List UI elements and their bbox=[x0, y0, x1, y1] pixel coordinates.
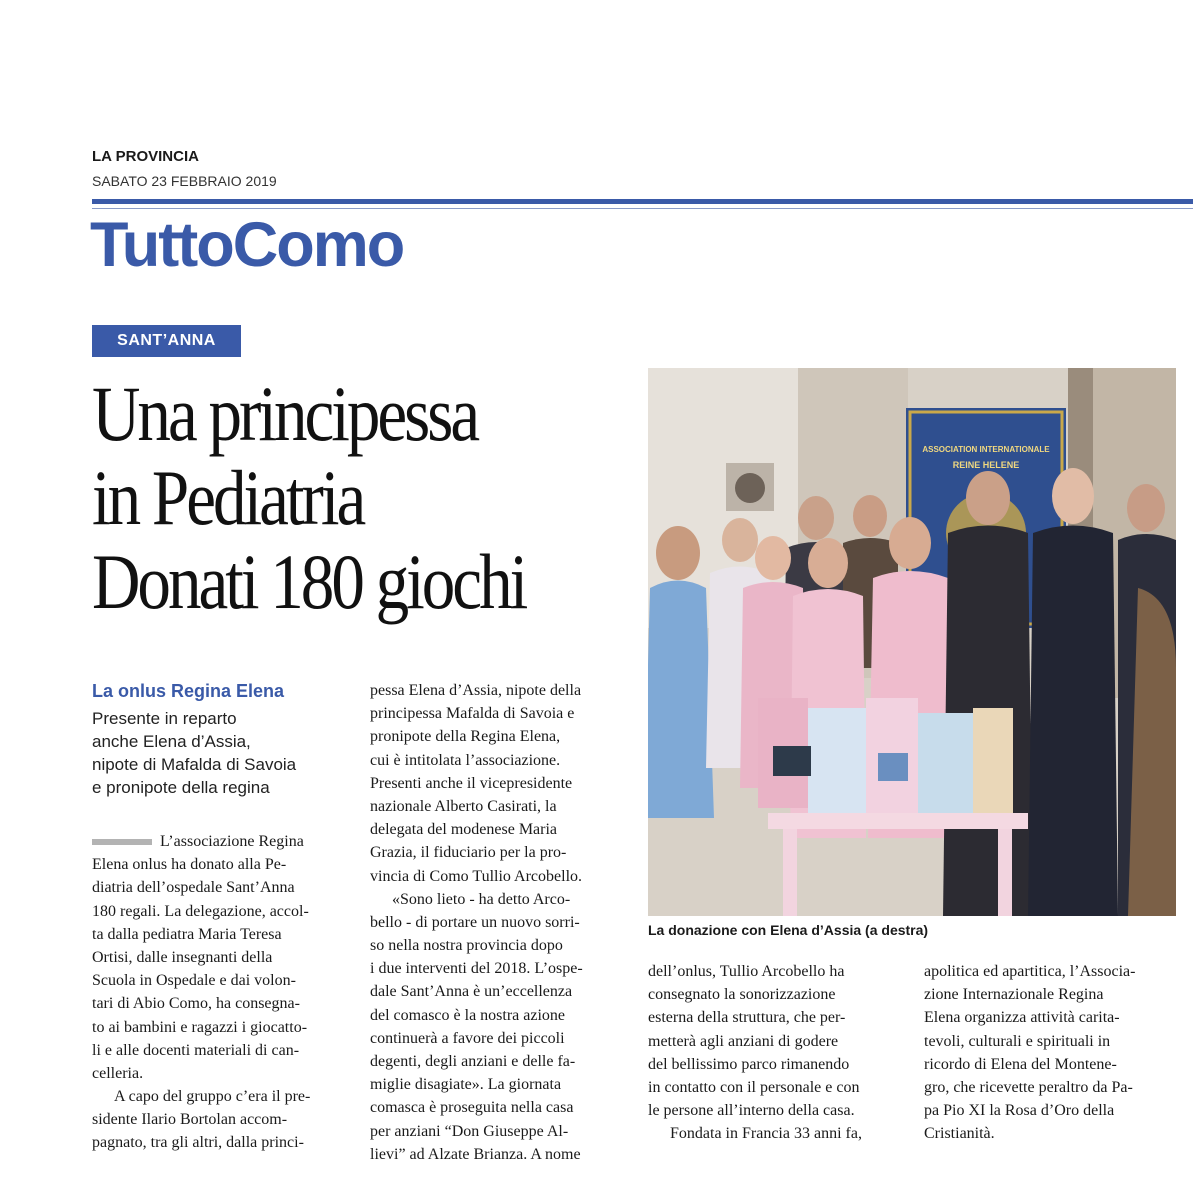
body-line: to ai bambini e ragazzi i giocatto- bbox=[92, 1018, 308, 1036]
body-line: degenti, degli anziani e delle fa- bbox=[370, 1053, 576, 1070]
body-column-3 bbox=[648, 960, 906, 1146]
body-line: dale Sant’Anna è un’eccellenza bbox=[370, 983, 573, 1001]
newspaper-name: LA PROVINCIA bbox=[92, 148, 199, 165]
banner-text-2: REINE HELENE bbox=[952, 460, 1020, 470]
body-line: ricordo di Elena del Montene- bbox=[924, 1055, 1117, 1073]
body-line: 180 regali. La delegazione, accol- bbox=[92, 902, 309, 920]
section-title: TuttoComo bbox=[90, 210, 404, 280]
body-column-4 bbox=[924, 960, 1176, 1146]
header-thin-rule bbox=[92, 208, 1193, 209]
body-line: dell’onlus, Tullio Arcobello ha bbox=[648, 963, 845, 980]
body-line: pronipote della Regina Elena, bbox=[370, 728, 561, 746]
body-line: Scuola in Ospedale e dai volon- bbox=[92, 972, 296, 990]
body-line: pa Pio XI la Rosa d’Oro della bbox=[924, 1102, 1115, 1120]
headline-line-2: in Pediatria bbox=[92, 454, 364, 541]
headline-line-1: Una principessa bbox=[92, 370, 478, 457]
body-line: ta dalla pediatra Maria Teresa bbox=[92, 925, 282, 943]
body-line: del comasco è la nostra azione bbox=[370, 1006, 566, 1024]
body-line: Cristianità. bbox=[924, 1125, 995, 1143]
body-line: del bellissimo parco rimanendo bbox=[648, 1055, 850, 1073]
issue-date: SABATO 23 FEBBRAIO 2019 bbox=[92, 173, 277, 189]
body-line: nazionale Alberto Casirati, la bbox=[370, 797, 557, 815]
body-line: sidente Ilario Bortolan accom- bbox=[92, 1111, 288, 1129]
body-line: tari di Abio Como, ha consegna- bbox=[92, 995, 300, 1013]
body-line: miglie disagiate». La giornata bbox=[370, 1076, 562, 1094]
body-line: diatria dell’ospedale Sant’Anna bbox=[92, 879, 295, 897]
headline bbox=[92, 372, 556, 624]
body-line: in contatto con il personale e con bbox=[648, 1078, 860, 1096]
subhead-text bbox=[92, 707, 296, 799]
body-line: consegnato la sonorizzazione bbox=[648, 986, 836, 1004]
headline-line-3: Donati 180 giochi bbox=[92, 538, 526, 625]
kicker-label: SANT’ANNA bbox=[92, 325, 241, 357]
body-line: Fondata in Francia 33 anni fa, bbox=[670, 1125, 862, 1143]
body-line: comasca è proseguita nella casa bbox=[370, 1099, 574, 1117]
banner-text-1: ASSOCIATION INTERNATIONALE bbox=[922, 445, 1050, 454]
body-line: lievi” ad Alzate Brianza. A nome bbox=[370, 1145, 581, 1163]
body-line: i due interventi del 2018. L’ospe- bbox=[370, 960, 583, 978]
body-line: so nella nostra provincia dopo bbox=[370, 937, 563, 955]
body-line: A capo del gruppo c’era il pre- bbox=[114, 1088, 311, 1106]
body-line: pessa Elena d’Assia, nipote della bbox=[370, 682, 582, 699]
body-line: esterna della struttura, che per- bbox=[648, 1009, 846, 1027]
body-line: bello - di portare un nuovo sorri- bbox=[370, 913, 580, 931]
photo-caption: La donazione con Elena d’Assia (a destra) bbox=[648, 922, 929, 938]
body-line: metterà agli anziani di godere bbox=[648, 1032, 839, 1050]
body-line: Presenti anche il vicepresidente bbox=[370, 774, 573, 792]
body-line: Grazia, il fiduciario per la pro- bbox=[370, 844, 567, 862]
body-line: delegata del modenese Maria bbox=[370, 821, 558, 839]
body-line: zione Internazionale Regina bbox=[924, 986, 1104, 1004]
body-line: apolitica ed apartitica, l’Associa- bbox=[924, 963, 1136, 980]
body-line: L’associazione Regina bbox=[160, 833, 304, 850]
subhead-line: nipote di Mafalda di Savoia bbox=[92, 755, 297, 774]
body-line: principessa Mafalda di Savoia e bbox=[370, 705, 575, 723]
body-column-2 bbox=[370, 679, 627, 1166]
subhead-line: Presente in reparto bbox=[92, 709, 237, 728]
body-line: tevoli, culturali e spirituali in bbox=[924, 1032, 1111, 1050]
subhead-line: e pronipote della regina bbox=[92, 778, 270, 797]
body-line: continuerà a favore dei piccoli bbox=[370, 1029, 565, 1047]
body-column-1 bbox=[92, 830, 357, 1155]
body-line: celleria. bbox=[92, 1064, 144, 1082]
body-line: li e alle docenti materiali di can- bbox=[92, 1041, 300, 1059]
body-line: pagnato, tra gli altri, dalla princi- bbox=[92, 1134, 304, 1152]
body-line: Elena onlus ha donato alla Pe- bbox=[92, 856, 287, 874]
body-line: vincia di Como Tullio Arcobello. bbox=[370, 867, 583, 885]
article-photo bbox=[648, 368, 1176, 916]
body-line: le persone all’interno della casa. bbox=[648, 1102, 855, 1120]
subhead-line: anche Elena d’Assia, bbox=[92, 732, 251, 751]
photo-illustration bbox=[648, 368, 1176, 916]
header-rule bbox=[92, 199, 1193, 204]
body-line: «Sono lieto - ha detto Arco- bbox=[392, 890, 571, 908]
body-line: gro, che ricevette peraltro da Pa- bbox=[924, 1078, 1133, 1096]
body-line: cui è intitolata l’associazione. bbox=[370, 751, 561, 769]
body-line: per anziani “Don Giuseppe Al- bbox=[370, 1122, 569, 1140]
body-line: Ortisi, dalle insegnanti della bbox=[92, 948, 273, 966]
body-line: Elena organizza attività carita- bbox=[924, 1009, 1120, 1027]
subhead-title: La onlus Regina Elena bbox=[92, 681, 285, 701]
